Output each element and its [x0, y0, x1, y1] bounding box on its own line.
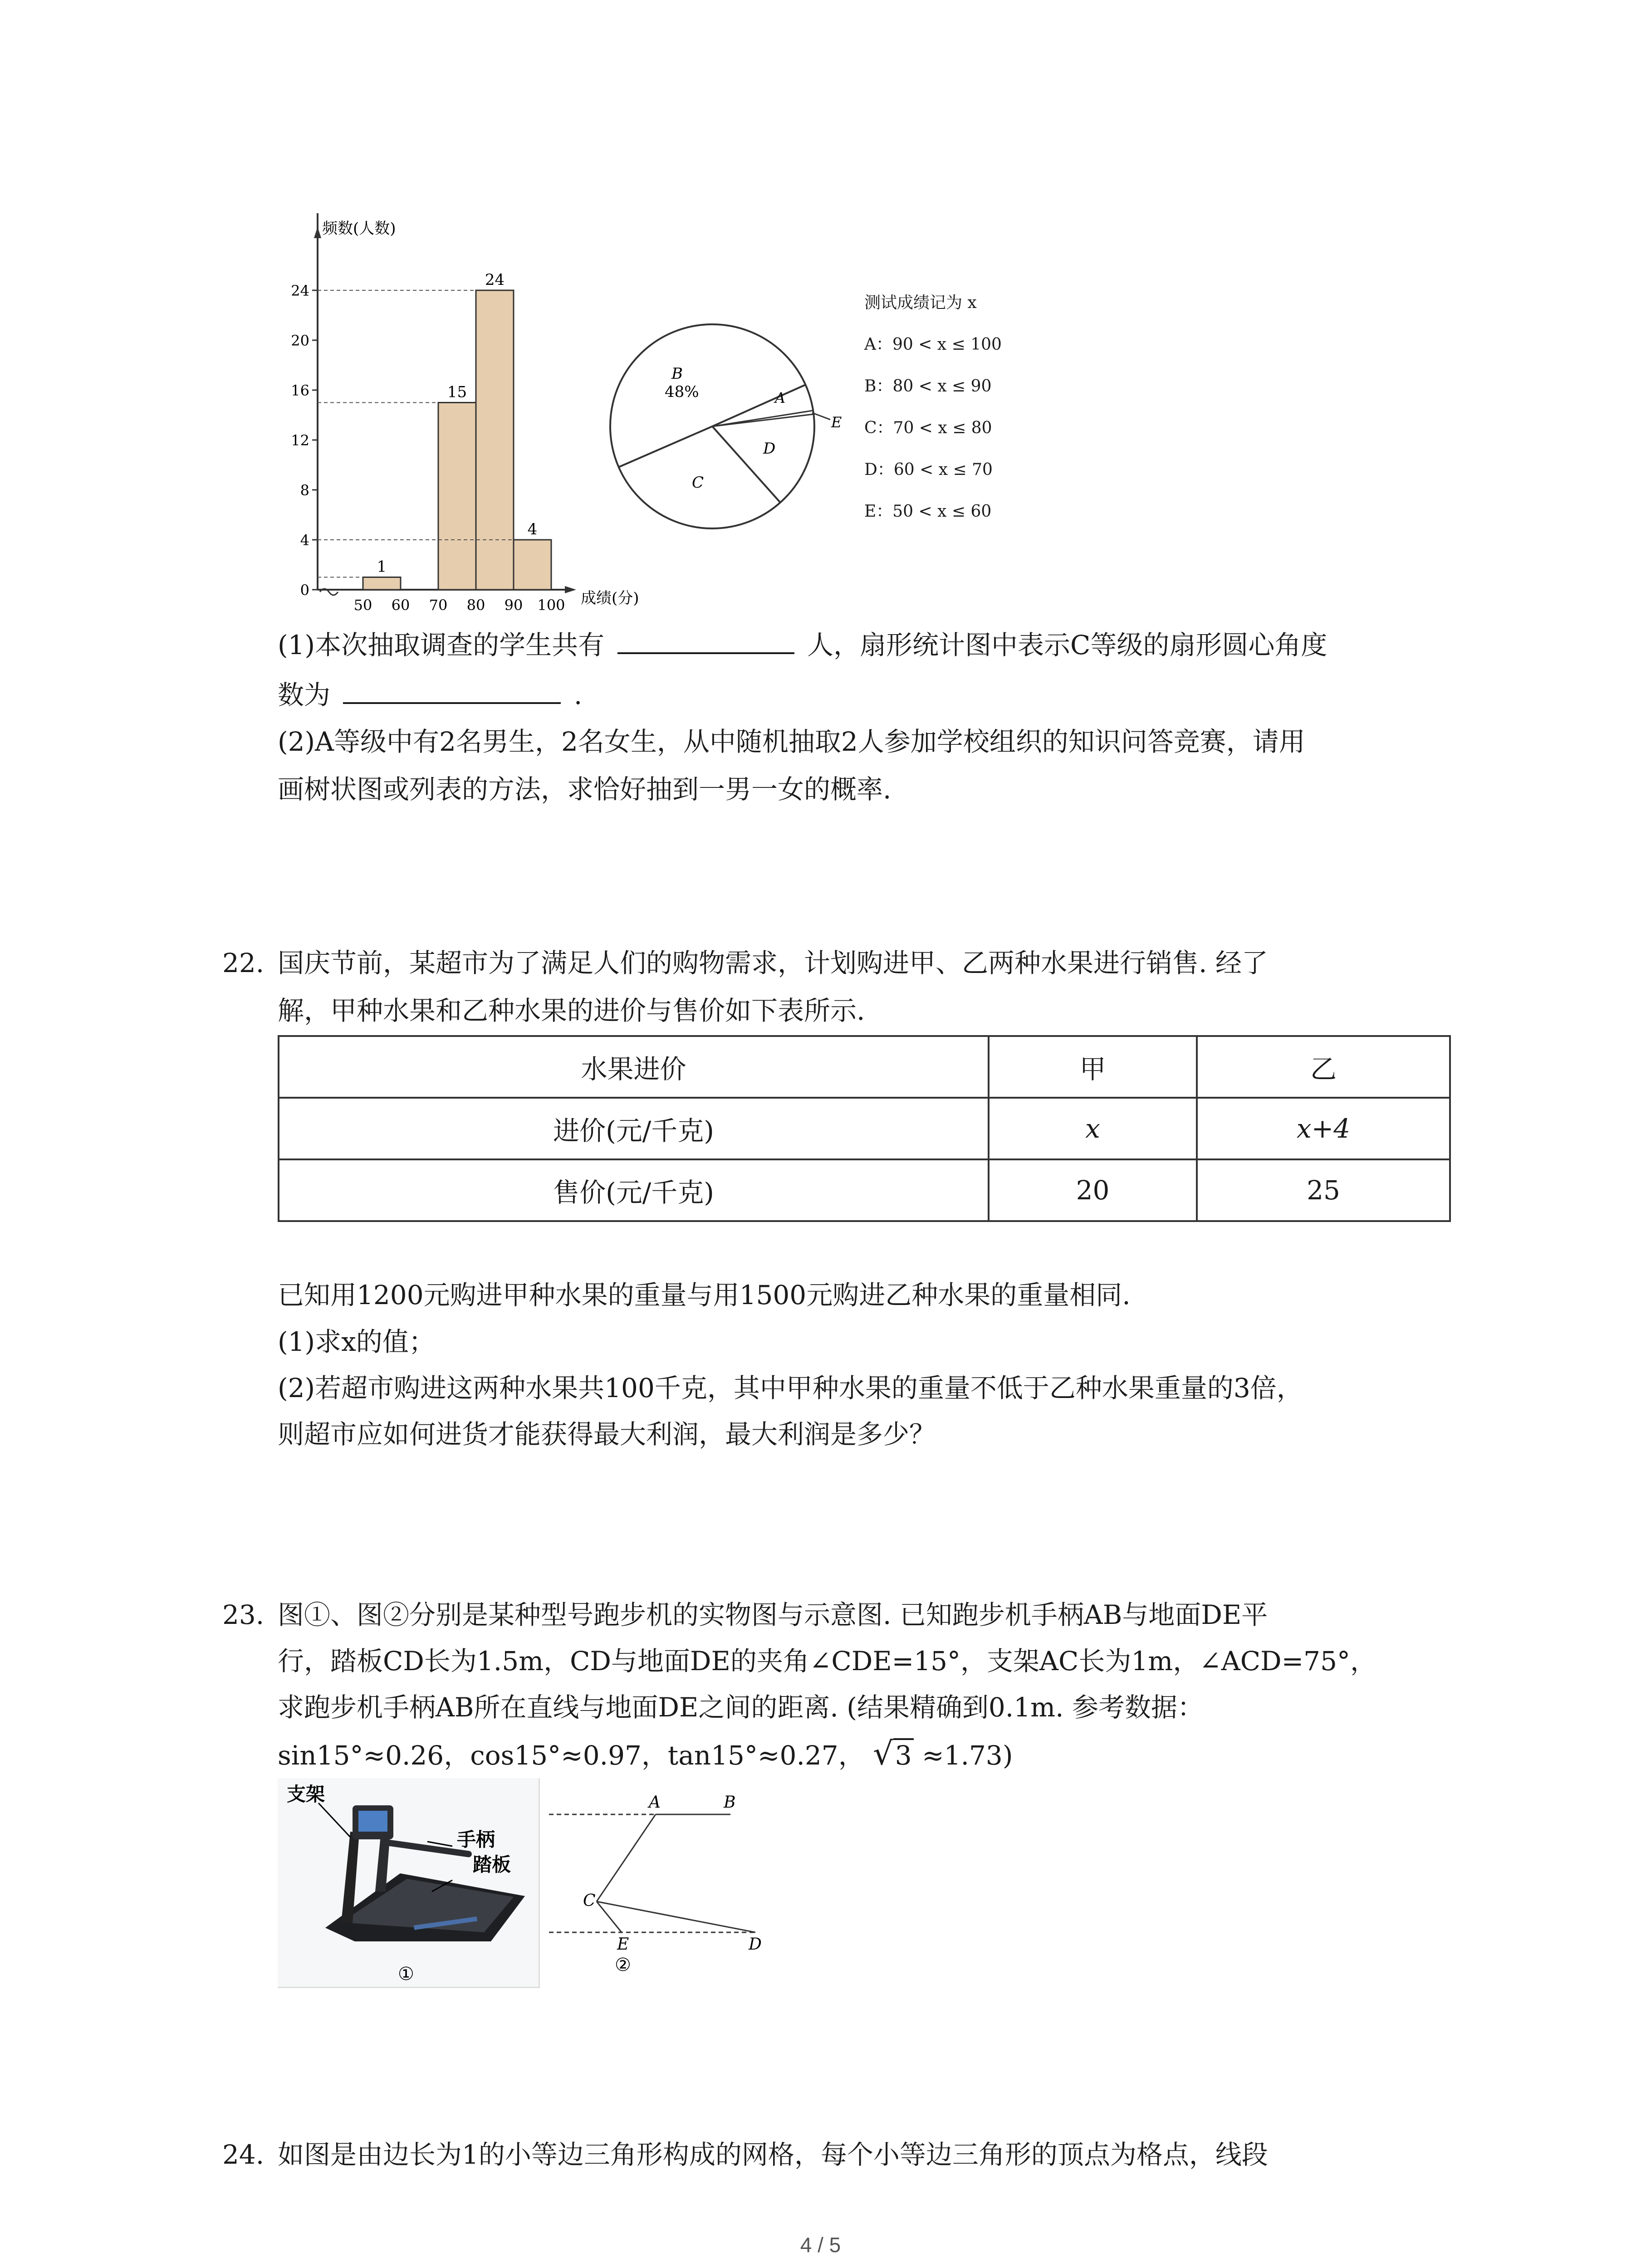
table-cell: x: [989, 1098, 1197, 1159]
q21-part1-line2: 数为 .: [278, 676, 582, 713]
legend-item: B：80 < x ≤ 90: [864, 377, 992, 396]
table-cell: x+4: [1197, 1098, 1450, 1159]
legend-item: E：50 < x ≤ 60: [864, 502, 992, 521]
q22-line1: 国庆节前，某超市为了满足人们的购物需求，计划购进甲、乙两种水果进行销售. 经了: [278, 948, 1268, 978]
q23-line3: 求跑步机手柄AB所在直线与地面DE之间的距离. (结果精确到0.1m. 参考数据：: [278, 1692, 1204, 1723]
q22-number: 22.: [222, 948, 265, 978]
x-tick-label: 50: [353, 596, 372, 614]
y-tick-label: 24: [291, 282, 309, 299]
fruit-price-table: [278, 1035, 1451, 1222]
q23-number: 23.: [222, 1599, 265, 1630]
point-label-b: B: [724, 1793, 736, 1812]
legend-item: D：60 < x ≤ 70: [864, 460, 993, 479]
y-tick-label: 0: [300, 582, 309, 599]
legend-item: C：70 < x ≤ 80: [864, 419, 992, 437]
score-legend: [864, 282, 1002, 533]
q22-line4: (1)求x的值；: [278, 1326, 435, 1357]
histogram-bar: [514, 540, 551, 590]
histogram-bar: [363, 577, 401, 590]
q22-line5: (2)若超市购进这两种水果共100千克，其中甲种水果的重量不低于乙种水果重量的3倍，: [278, 1373, 1303, 1403]
q22-line6: 则超市应如何进货才能获得最大利润，最大利润是多少？: [278, 1419, 936, 1450]
bar-value-label: 4: [527, 520, 538, 538]
x-tick-label: 70: [429, 596, 448, 614]
label-support: 支架: [287, 1783, 325, 1805]
y-tick-label: 16: [291, 382, 309, 399]
q23-line4: sin15°≈0.26，cos15°≈0.97，tan15°≈0.27， √3 ≈1.73): [278, 1735, 1013, 1772]
legend-title: 测试成绩记为 x: [864, 293, 977, 312]
q22-line3: 已知用1200元购进甲种水果的重量与用1500元购进乙种水果的重量相同.: [278, 1280, 1131, 1310]
label-pointer: [427, 1842, 452, 1846]
page-number: 4 / 5: [800, 2233, 841, 2257]
sqrt-radicand: 3: [893, 1738, 914, 1771]
table-header-cell: 甲: [989, 1036, 1197, 1098]
treadmill-drawing: [278, 1778, 539, 1987]
x-tick-label: 100: [537, 596, 565, 614]
x-tick-label: 80: [466, 596, 485, 614]
y-tick-label: 8: [300, 482, 309, 499]
bar-value-label: 15: [447, 383, 467, 401]
answer-blank-total[interactable]: [617, 626, 794, 654]
pie-divider-cd: [712, 426, 780, 503]
q24-line1: 如图是由边长为1的小等边三角形构成的网格，每个小等边三角形的顶点为格点，线段: [278, 2139, 1268, 2170]
label-pedal: 踏板: [473, 1853, 511, 1876]
pie-label-c: C: [692, 474, 704, 492]
answer-blank-angle[interactable]: [343, 676, 561, 704]
treadmill-screen: [358, 1811, 387, 1832]
geometry-diagram: [540, 1783, 794, 1982]
segment-ac: [597, 1814, 656, 1901]
q21-part1-line1: (1)本次抽取调查的学生共有 人，扇形统计图中表示C等级的扇形圆心角度: [278, 626, 1327, 663]
treadmill-photo: [278, 1778, 540, 1988]
label-handle: 手柄: [457, 1828, 495, 1851]
point-label-a: A: [649, 1793, 661, 1812]
table-header-cell: 乙: [1197, 1036, 1450, 1098]
table-header-row: [279, 1036, 1450, 1098]
label-pointer: [318, 1803, 350, 1837]
sqrt-symbol: √: [873, 1735, 893, 1772]
figure-2-label: ②: [615, 1955, 631, 1975]
table-cell: 20: [989, 1159, 1197, 1221]
q22-line2: 解，甲种水果和乙种水果的进价与售价如下表所示.: [278, 995, 865, 1026]
table-cell: 25: [1197, 1159, 1450, 1221]
q21-part2-line1: (2)A等级中有2名男生，2名女生，从中随机抽取2人参加学校组织的知识问答竞赛，请用: [278, 726, 1305, 757]
q24-number: 24.: [222, 2139, 265, 2170]
y-axis-title: 频数(人数): [322, 220, 396, 238]
q23-line2: 行，踏板CD长为1.5m，CD与地面DE的夹角∠CDE=15°，支架AC长为1m，∠ACD=75°，: [278, 1646, 1376, 1677]
pie-label-e: E: [831, 414, 842, 431]
point-label-d: D: [749, 1935, 762, 1954]
q21-part2-line2: 画树状图或列表的方法，求恰好抽到一男一女的概率.: [278, 774, 892, 805]
x-axis-title: 成绩(分): [581, 589, 639, 607]
table-row: [279, 1159, 1450, 1221]
y-tick-label: 20: [291, 332, 309, 349]
y-tick-label: 4: [300, 532, 309, 549]
legend-item: A：90 < x ≤ 100: [864, 335, 1002, 354]
pie-label-d: D: [763, 440, 776, 458]
pie-divider-bc: [618, 426, 712, 467]
x-tick-label: 60: [391, 596, 410, 614]
pie-label-b-percent: 48%: [665, 383, 699, 401]
pie-label-a: A: [775, 389, 786, 406]
table-row: [279, 1098, 1450, 1159]
segment-cd: [597, 1901, 755, 1932]
bar-value-label: 1: [377, 557, 387, 576]
table-cell: 售价(元/千克): [279, 1159, 989, 1221]
point-label-c: C: [583, 1892, 596, 1910]
figure-1-label: ①: [398, 1964, 414, 1984]
table-header-cell: 水果进价: [279, 1036, 989, 1098]
x-tick-label: 90: [504, 596, 523, 614]
y-axis-arrow: [314, 227, 321, 238]
y-tick-label: 12: [291, 432, 309, 449]
q23-line1: 图①、图②分别是某种型号跑步机的实物图与示意图. 已知跑步机手柄AB与地面DE平: [278, 1599, 1268, 1630]
histogram-bar: [476, 290, 514, 590]
pie-chart: [599, 318, 871, 544]
table-cell: 进价(元/千克): [279, 1098, 989, 1159]
point-label-e: E: [617, 1935, 629, 1954]
histogram-bar: [438, 403, 476, 590]
x-axis-arrow: [565, 586, 576, 593]
pie-label-b: B: [671, 365, 683, 383]
bar-value-label: 24: [485, 271, 505, 289]
